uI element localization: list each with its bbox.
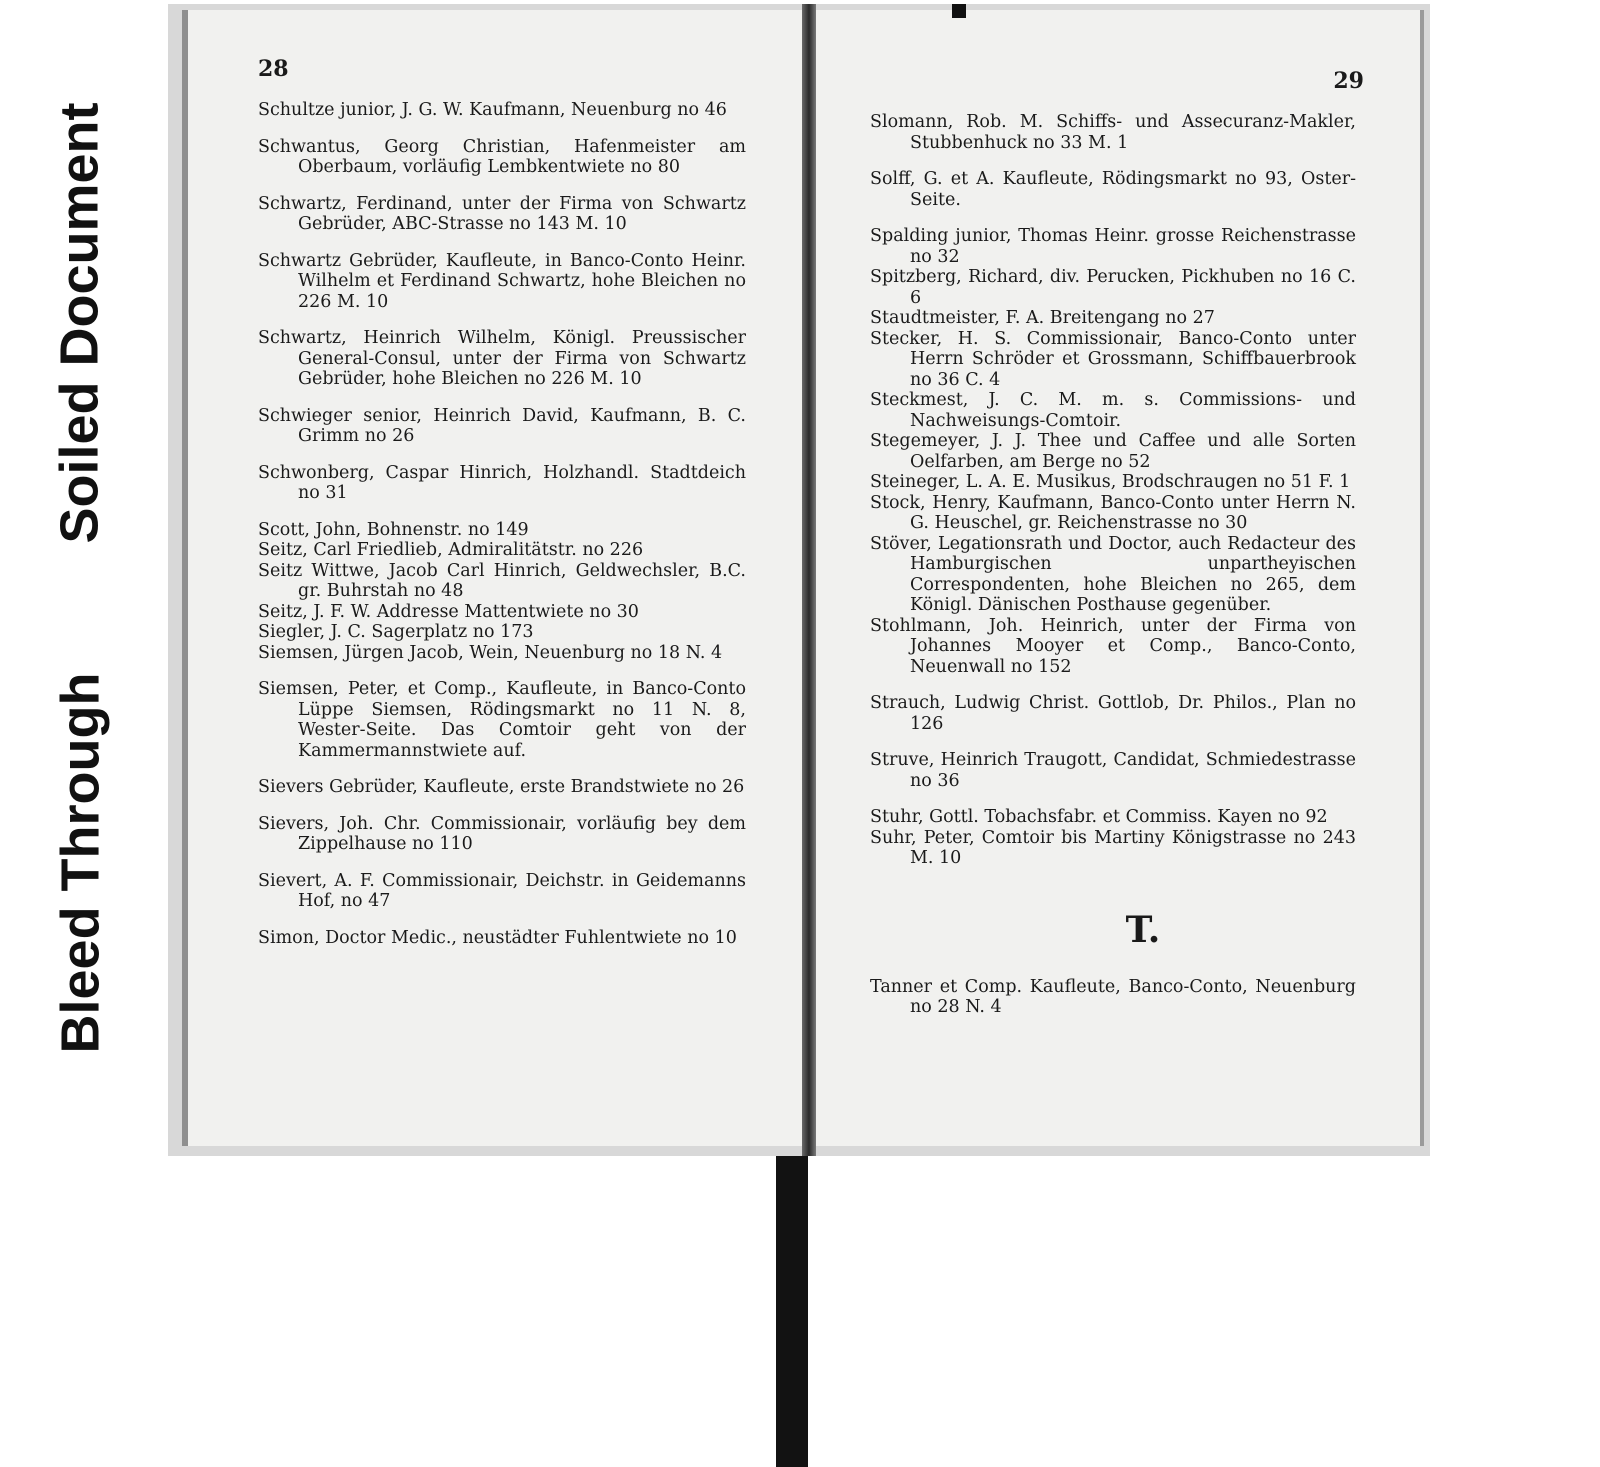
directory-entry: Steineger, L. A. E. Musikus, Brodschraugen no 51 F. 1 — [870, 472, 1351, 492]
directory-entry: Suhr, Peter, Comtoir bis Martiny Königstrasse no 243 M. 10 — [870, 827, 1356, 868]
directory-entry: Solff, G. et A. Kaufleute, Rödingsmarkt no 93, Oster-Seite. — [870, 169, 1356, 210]
bookmark-ribbon-top — [952, 4, 966, 18]
directory-entry: Staudtmeister, F. A. Breitengang no 27 — [870, 308, 1215, 328]
directory-entry: Schwonberg, Caspar Hinrich, Holzhandl. Stadtdeich no 31 — [258, 462, 746, 503]
directory-entry: Stöver, Legationsrath und Doctor, auch Redacteur des Hamburgischen unpartheyischen Correspondenten, hohe Bleichen no 265, dem Königl. Dänischen Posthause gegenüber. — [870, 533, 1356, 615]
directory-entry: Seitz, Carl Friedlieb, Admiralitätstr. no 226 — [258, 540, 644, 560]
directory-entry: Stuhr, Gottl. Tobachsfabr. et Commiss. Kayen no 92 — [870, 807, 1328, 827]
directory-entry: Stohlmann, Joh. Heinrich, unter der Firma von Johannes Mooyer et Comp., Banco-Conto, Neuenwall no 152 — [870, 615, 1356, 677]
right-page-number: 29 — [1333, 68, 1364, 94]
directory-entry: Sievers Gebrüder, Kaufleute, erste Brandstwiete no 26 — [258, 777, 745, 797]
directory-entry: Siegler, J. C. Sagerplatz no 173 — [258, 622, 534, 642]
directory-entry: Schwartz, Heinrich Wilhelm, Königl. Preussischer General-Consul, unter der Firma von Schwartz Gebrüder, hohe Bleichen no 226 M. 10 — [258, 328, 746, 389]
directory-entry: Strauch, Ludwig Christ. Gottlob, Dr. Philos., Plan no 126 — [870, 693, 1356, 734]
directory-entry: Simon, Doctor Medic., neustädter Fuhlentwiete no 10 — [258, 927, 737, 948]
directory-entry: Siemsen, Jürgen Jacob, Wein, Neuenburg no 18 N. 4 — [258, 642, 723, 663]
left-page-number: 28 — [258, 56, 289, 82]
soiled-document-text: Soiled Document — [50, 102, 111, 544]
book-spine — [802, 4, 816, 1156]
directory-entry: Stecker, H. S. Commissionair, Banco-Conto unter Herrn Schröder et Grossmann, Schiffbauerbrook no 36 C. 4 — [870, 328, 1356, 390]
directory-entry: Struve, Heinrich Traugott, Candidat, Schmiedestrasse no 36 — [870, 750, 1356, 791]
directory-entry: Seitz Wittwe, Jacob Carl Hinrich, Geldwechsler, B.C. gr. Buhrstah no 48 — [258, 560, 746, 601]
left-page-entries — [258, 100, 746, 948]
directory-entry: Stock, Henry, Kaufmann, Banco-Conto unter Herrn N. G. Heuschel, gr. Reichenstrasse no 30 — [870, 492, 1356, 533]
directory-entry: Scott, John, Bohnenstr. no 149 — [258, 519, 529, 540]
directory-entry: Seitz, J. F. W. Addresse Mattentwiete no 30 — [258, 601, 639, 622]
open-book — [168, 4, 1430, 1156]
right-page-entries — [870, 112, 1356, 869]
directory-entry: Sievert, A. F. Commissionair, Deichstr. in Geidemanns Hof, no 47 — [258, 870, 746, 911]
directory-entry: Spalding junior, Thomas Heinr. grosse Reichenstrasse no 32 — [870, 226, 1356, 267]
section-entries — [870, 977, 1356, 1018]
directory-entry: Tanner et Comp. Kaufleute, Banco-Conto, Neuenburg no 28 N. 4 — [870, 976, 1356, 1017]
bleed-through-label — [40, 628, 120, 1098]
directory-entry: Schwartz, Ferdinand, unter der Firma von Schwartz Gebrüder, ABC-Strasse no 143 M. 10 — [258, 193, 746, 234]
directory-entry: Spitzberg, Richard, div. Perucken, Pickhuben no 16 C. 6 — [870, 267, 1356, 308]
directory-entry: Stegemeyer, J. J. Thee und Caffee und alle Sorten Oelfarben, am Berge no 52 — [870, 431, 1356, 472]
directory-entry: Schwartz Gebrüder, Kaufleute, in Banco-Conto Heinr. Wilhelm et Ferdinand Schwartz, hohe Bleichen no 226 M. 10 — [258, 250, 746, 312]
directory-entry: Schultze junior, J. G. W. Kaufmann, Neuenburg no 46 — [258, 100, 727, 120]
bleed-through-text: Bleed Through — [50, 672, 111, 1054]
directory-entry: Schwantus, Georg Christian, Hafenmeister am Oberbaum, vorläufig Lembkentwiete no 80 — [258, 136, 746, 177]
soiled-document-label — [40, 58, 120, 588]
directory-entry: Steckmest, J. C. M. m. s. Commissions- und Nachweisungs-Comtoir. — [870, 390, 1356, 431]
left-page — [182, 10, 802, 1146]
bookmark-ribbon — [776, 1156, 808, 1467]
directory-entry: Schwieger senior, Heinrich David, Kaufmann, B. C. Grimm no 26 — [258, 405, 746, 446]
directory-entry: Sievers, Joh. Chr. Commissionair, vorläufig bey dem Zippelhause no 110 — [258, 813, 746, 854]
directory-entry: Siemsen, Peter, et Comp., Kaufleute, in Banco-Conto Lüppe Siemsen, Rödingsmarkt no 11 N. 8, Wester-Seite. Das Comtoir geht von der Kammermannstwiete auf. — [258, 679, 746, 761]
directory-entry: Slomann, Rob. M. Schiffs- und Assecuranz-Makler, Stubbenhuck no 33 M. 1 — [870, 112, 1356, 153]
section-letter-heading: T. — [1125, 908, 1161, 951]
right-page — [816, 10, 1424, 1146]
